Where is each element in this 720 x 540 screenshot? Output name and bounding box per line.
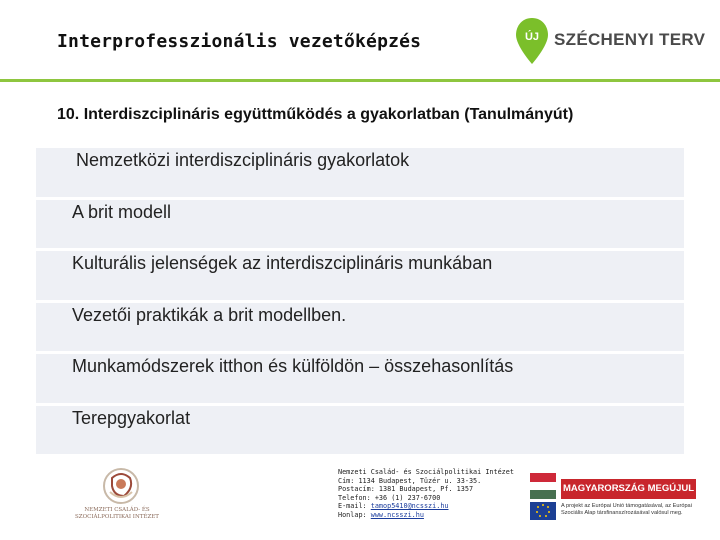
brand-name: SZÉCHENYI TERV [554, 30, 706, 49]
contact-web-label: Honlap: [338, 510, 371, 519]
list-item [36, 251, 684, 300]
contact-block [338, 468, 514, 520]
hungarian-flag-icon [530, 473, 556, 499]
list-item-label: Terepgyakorlat [72, 407, 191, 428]
pin-logo-icon [514, 16, 550, 68]
contact-email-label: E-mail: [338, 502, 371, 511]
contact-web-row [338, 511, 514, 520]
page-title: Interprofesszionális vezetőképzés [57, 31, 422, 52]
list-item [36, 148, 684, 197]
contact-name: Nemzeti Család- és Szociálpolitikai Intézet [338, 468, 514, 476]
list-item [36, 303, 684, 352]
list-item-label: Nemzetközi interdiszciplináris gyakorlatok [76, 150, 410, 170]
list-item-label: Munkamódszerek itthon és külföldön – összehasonlítás [72, 356, 514, 376]
szechenyi-terv-logo [514, 16, 714, 68]
list-item-label: A brit modell [72, 201, 172, 222]
list-item [36, 354, 684, 403]
contact-email-row [338, 502, 514, 511]
eu-flag-icon [530, 502, 556, 520]
pin-letter: ÚJ [524, 31, 540, 43]
eu-funding-note: A projekt az Európai Unió támogatásával, az Európai Szociális Alap társfinanszírozásával valósul meg. [561, 503, 692, 516]
contact-email-link[interactable]: tamop5410@ncsszi.hu [370, 502, 449, 511]
contact-web-link[interactable]: www.ncsszi.hu [370, 510, 424, 519]
contact-address: Cím: 1134 Budapest, Tüzér u. 33-35. [338, 476, 482, 485]
institute-logo-text: NEMZETI CSALÁD- ÉS SZOCIÁLPOLITIKAI INTÉZET [75, 507, 159, 520]
header-divider [0, 79, 720, 82]
contact-postal: Postacím: 1381 Budapest, Pf. 1357 [338, 485, 474, 494]
list-item [36, 200, 684, 249]
contact-phone: Telefon: +36 (1) 237-6700 [338, 493, 441, 502]
list-item-label: Kulturális jelenségek az interdiszciplináris munkában [72, 253, 493, 273]
section-subtitle: 10. Interdiszciplináris együttműködés a gyakorlatban (Tanulmányút) [57, 106, 574, 123]
topic-list [36, 148, 684, 457]
list-item-label: Vezetői praktikák a brit modellben. [72, 304, 347, 325]
list-item [36, 406, 684, 455]
magyarorszag-megujul-banner: MAGYARORSZÁG MEGÚJUL [561, 479, 696, 499]
